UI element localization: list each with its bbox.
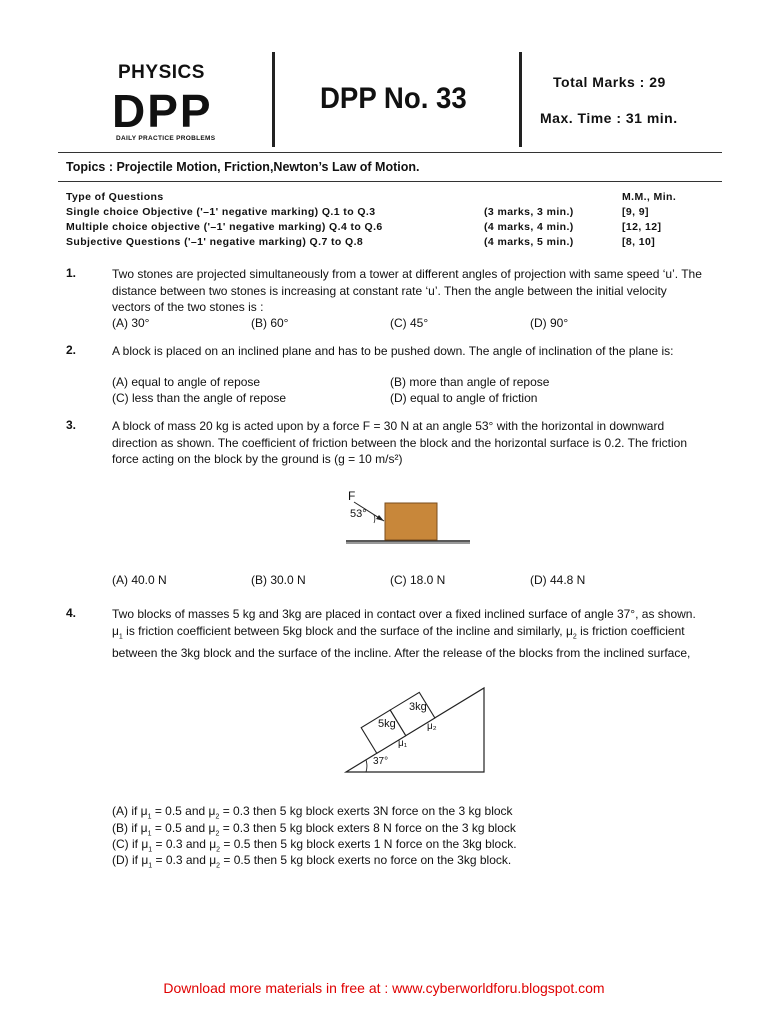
subscript: 1 (148, 862, 153, 870)
question-number: 3. (66, 418, 77, 432)
option: (C) 45° (390, 316, 429, 330)
subject-title: PHYSICS (118, 62, 205, 83)
subscript: 2 (216, 862, 221, 870)
option (112, 853, 511, 869)
dpp-logo: DPP (112, 85, 213, 137)
option: (C) 18.0 N (390, 573, 446, 587)
qtype-row-label: Multiple choice objective ('–1' negative marking) Q.4 to Q.6 (66, 221, 383, 233)
q4-text-part: is friction coefficient between the 3kg block and the surface of the incline. After the release of the blocks from the inclined surface, (112, 623, 691, 661)
option: (D) 44.8 N (530, 573, 586, 587)
block-3kg-label: 3kg (409, 701, 427, 713)
option: (B) 30.0 N (251, 573, 306, 587)
max-time: Max. Time : 31 min. (540, 110, 678, 126)
header-divider-right (519, 52, 522, 147)
qtype-row-label: Single choice Objective ('–1' negative marking) Q.1 to Q.3 (66, 206, 376, 218)
qtype-row-mm: [9, 9] (622, 206, 649, 218)
subscript: 1 (147, 830, 152, 838)
subscript: 1 (148, 846, 153, 854)
option: (A) equal to angle of repose (112, 375, 261, 389)
option-part: = 0.3 and μ (152, 853, 217, 867)
header-divider-left (272, 52, 275, 147)
question-text (112, 606, 704, 662)
option: (A) 40.0 N (112, 573, 167, 587)
angle-label: 53° (350, 508, 367, 520)
option (112, 837, 517, 853)
divider-top (58, 152, 722, 153)
q4-text-part: Two blocks of masses 5 kg and 3kg are placed in contact over a fixed inclined surface of angle 37°, as shown. μ (112, 607, 696, 638)
question-number: 1. (66, 266, 77, 280)
option-part: = 0.5 then 5 kg block exerts no force on the 3kg block. (220, 853, 512, 867)
question-text: A block is placed on an inclined plane and has to be pushed down. The angle of inclination of the plane is: (112, 344, 674, 358)
question-number: 4. (66, 606, 77, 620)
option: (D) 90° (530, 316, 569, 330)
option: (B) more than angle of repose (390, 375, 550, 389)
question-number: 2. (66, 343, 77, 357)
dpp-logo-subtitle: DAILY PRACTICE PROBLEMS (116, 135, 216, 142)
option-part: = 0.3 then 5 kg block exters 8 N force on the 3 kg block (219, 821, 516, 835)
incline-diagram (340, 684, 500, 776)
block-force-figure (340, 488, 480, 550)
option-part: (B) if μ (112, 821, 148, 835)
option-part: (C) if μ (112, 837, 149, 851)
subscript: 2 (215, 813, 220, 821)
divider-bottom (58, 181, 722, 182)
question-text: A block of mass 20 kg is acted upon by a force F = 30 N at an angle 53° with the horizontal in downward direction as shown. The coefficient of friction between the block and the horizontal surface is 0.2. The friction force acting on the block by the ground is (g = 10 m/s²) (112, 419, 687, 466)
block-5kg-label: 5kg (378, 718, 396, 730)
option-part: = 0.5 and μ (151, 804, 216, 818)
option-part: (A) if μ (112, 804, 148, 818)
question-text: Two stones are projected simultaneously from a tower at different angles of projection with same speed ‘u’. The distance between two stones is increasing at constant rate ‘u’. Then the angle between the initial velocity vectors of the two stones is : (112, 267, 702, 314)
qtype-header-label: Type of Questions (66, 191, 164, 203)
option: (C) less than the angle of repose (112, 391, 287, 405)
incline-angle-label: 37° (373, 756, 389, 767)
option (112, 821, 516, 837)
q4-text-part: is friction coefficient between 5kg block and the surface of the incline and similarly, μ (122, 623, 573, 638)
download-link[interactable]: Download more materials in free at : www.cyberworldforu.blogspot.com (163, 980, 605, 996)
qtype-header-mm: M.M., Min. (622, 191, 677, 203)
subscript: 2 (216, 846, 221, 854)
force-label: F (348, 489, 356, 503)
option: (A) 30° (112, 316, 150, 330)
subscript: 1 (118, 632, 123, 640)
dpp-number: DPP No. 33 (320, 82, 467, 115)
qtype-row-marks: (4 marks, 4 min.) (484, 221, 574, 233)
option-part: = 0.5 and μ (151, 821, 216, 835)
mu2-label: μ₂ (427, 721, 437, 732)
option-part: = 0.3 then 5 kg block exerts 3N force on the 3 kg block (219, 804, 513, 818)
mu1-label: μ₁ (398, 738, 408, 749)
option: (D) equal to angle of friction (390, 391, 538, 405)
subscript: 2 (572, 632, 577, 640)
option-part: (D) if μ (112, 853, 149, 867)
qtype-row-mm: [8, 10] (622, 236, 656, 248)
subscript: 1 (147, 813, 152, 821)
option: (B) 60° (251, 316, 289, 330)
qtype-row-marks: (4 marks, 5 min.) (484, 236, 574, 248)
qtype-row-mm: [12, 12] (622, 221, 662, 233)
qtype-row-label: Subjective Questions ('–1' negative marking) Q.7 to Q.8 (66, 236, 364, 248)
option-part: = 0.3 and μ (152, 837, 217, 851)
subscript: 2 (215, 830, 220, 838)
topics: Topics : Projectile Motion, Friction,Newton’s Law of Motion. (66, 160, 420, 174)
qtype-row-marks: (3 marks, 3 min.) (484, 206, 574, 218)
total-marks: Total Marks : 29 (553, 74, 666, 90)
incline-figure (340, 684, 500, 776)
option (112, 804, 513, 820)
option-part: = 0.5 then 5 kg block exerts 1 N force on the 3kg block. (220, 837, 517, 851)
